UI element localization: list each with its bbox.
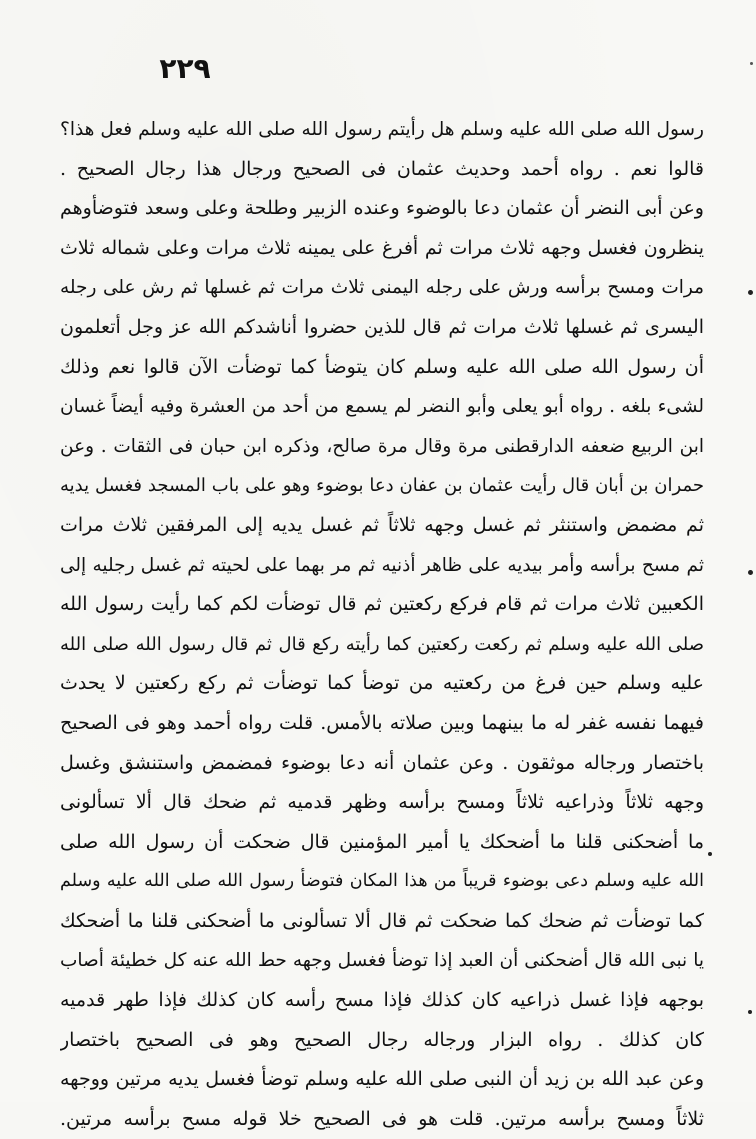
text-line: بوجهه فإذا غسل ذراعيه كان كذلك فإذا مسح رأسه كان كذلك فإذا طهر قدميه [60,989,704,1012]
text-line: ثم مضمض واستنثر ثم غسل وجهه ثلاثاً ثم غسل يديه إلى المرفقين ثلاث مرات [60,513,704,536]
text-line: وعن أبى النضر أن عثمان دعا بالوضوء وعنده الزبير وطلحة وعلى وسعد فتوضأوهم [60,197,704,220]
text-line: أن رسول الله صلى الله عليه وسلم كان يتوضأ كما توضأت الآن قالوا نعم وذلك [60,355,704,378]
text-line: فيهما نفسه غفر له ما بينهما وبين صلاته بالأمس. قلت رواه أحمد وهو فى الصحيح [60,711,704,734]
text-line: لشىء بلغه . رواه أبو يعلى وأبو النضر لم يسمع من أحد من العشرة وفيه أيضاً غسان [60,396,704,418]
margin-dot [750,62,753,65]
text-line: ثم مسح برأسه وأمر بيديه على ظاهر أذنيه ثم مر بهما على لحيته ثم غسل رجليه إلى [60,554,704,576]
text-line: وعن عبد الله بن زيد أن النبى صلى الله عليه وسلم توضأ فغسل يديه مرتين ووجهه [60,1068,704,1091]
margin-dot [748,570,753,575]
margin-dot [708,852,712,856]
text-line: رسول الله صلى الله عليه وسلم هل رأيتم رسول الله صلى الله عليه وسلم فعل هذا؟ [60,119,704,140]
text-line: صلى الله عليه وسلم ثم ركعت ركعتين كما رأيته ركع قال ثم قال رسول الله صلى الله [60,633,704,655]
text-line: وجهه ثلاثاً وذراعيه ثلاثاً ومسح برأسه وظهر قدميه ثم ضحك قال ألا تسألونى [60,791,704,814]
text-line: ثلاثاً ومسح برأسه مرتين. قلت هو فى الصحيح خلا قوله مسح برأسه مرتين. [60,1107,704,1130]
text-line: كما توضأت ثم ضحك كما ضحكت ثم قال ألا تسألونى ما أضحكنى قلنا ما أضحكك [60,909,704,932]
body-text [60,110,704,1139]
text-line: الكعبين ثلاث مرات ثم قام فركع ركعتين ثم قال توضأت لكم كما رأيت رسول الله [60,593,704,616]
text-line: ينظرون فغسل وجهه ثلاث مرات ثم أفرغ على يمينه ثلاث مرات وعلى شماله ثلاث [60,236,704,259]
margin-dot [748,290,753,295]
margin-dot [748,1010,752,1014]
text-line: يا نبى الله قال أضحكنى أن العبد إذا توضأ فغسل وجهه حط الله عنه كل خطيئة أصاب [60,950,704,972]
text-line: الله عليه وسلم دعى بوضوء قريباً من هذا المكان فتوضأ رسول الله صلى الله عليه وسلم [60,871,704,892]
text-line: كان كذلك . رواه البزار ورجاله رجال الصحيح وهو فى الصحيح باختصار [60,1028,704,1051]
page-number: ٢٢٩ [159,52,211,85]
text-line: حمران بن أبان قال رأيت عثمان بن عفان دعا بوضوء وهو على باب المسجد فغسل يديه [60,475,704,497]
text-line: عليه وسلم حين فرغ من ركعتيه من توضأ كما توضأت ثم ركع ركعتين لا يحدث [60,672,704,695]
text-line: اليسرى ثم غسلها ثلاث مرات ثم قال للذين حضروا أناشدكم الله عز وجل أتعلمون [60,315,704,338]
text-line: ما أضحكنى قلنا ما أضحكك يا أمير المؤمنين قال ضحكت أن رسول الله صلى [60,830,704,853]
text-line: مرات ومسح برأسه ورش على رجله اليمنى ثلاث مرات ثم غسلها ثم رش على رجله [60,277,704,299]
text-line: ابن الربيع ضعفه الدارقطنى مرة وقال مرة صالح، وذكره ابن حبان فى الثقات . وعن [60,435,704,457]
text-line: باختصار ورجاله موثقون . وعن عثمان أنه دعا بوضوء فمضمض واستنشق وغسل [60,751,704,774]
text-line: قالوا نعم . رواه أحمد وحديث عثمان فى الصحيح ورجال هذا رجال الصحيح . [60,157,704,180]
